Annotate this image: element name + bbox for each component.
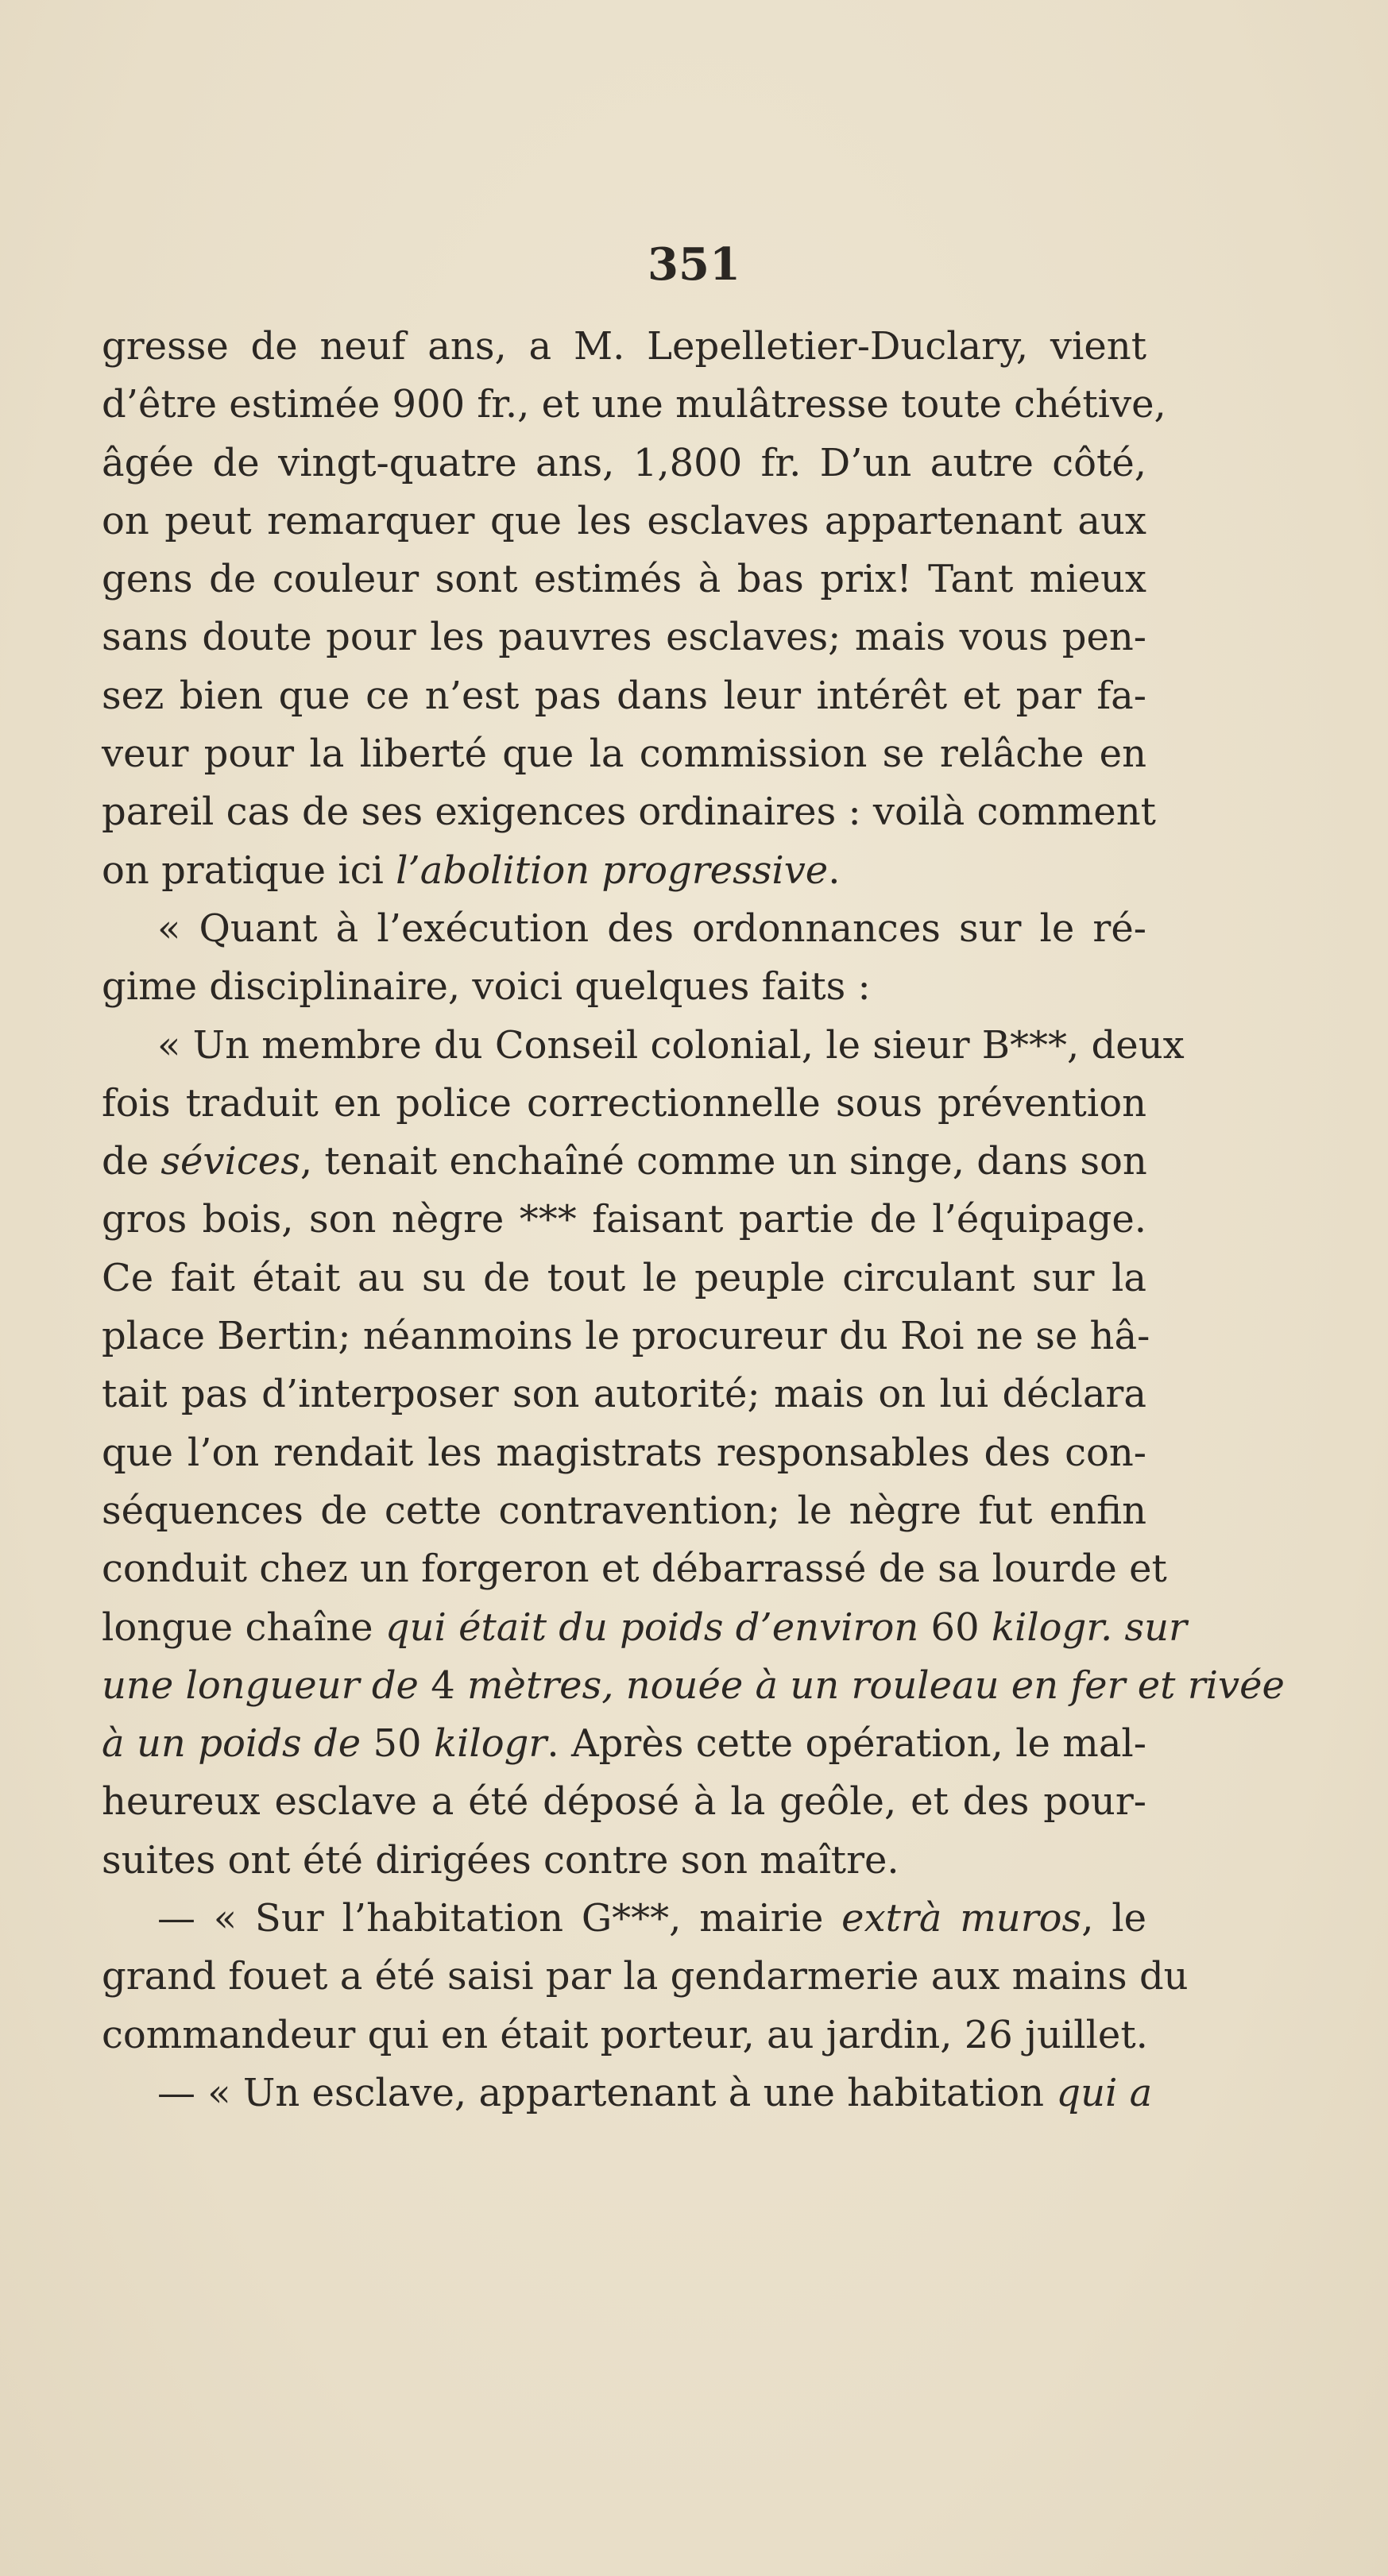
text-segment: conduit chez un forgeron et débarrassé de sa lourde et: [102, 1547, 1167, 1592]
text-segment: « Quant à l’exécution des ordonnances sur le ré-: [157, 906, 1146, 951]
text-line: [102, 725, 1146, 783]
text-segment: de: [102, 1139, 161, 1184]
text-line: [102, 2064, 1153, 2122]
italic-text: extrà muros: [841, 1896, 1082, 1941]
text-line: [102, 318, 1146, 376]
text-segment: pareil cas de ses exigences ordinaires : voilà comment: [102, 790, 1156, 835]
text-line: [102, 1832, 1146, 1890]
italic-text: à un poids de: [102, 1721, 361, 1767]
page-number: 351: [648, 238, 740, 291]
text-segment: , le: [1081, 1896, 1146, 1941]
text-line: [102, 1017, 1185, 1075]
text-segment: tait pas d’interposer son autorité; mais on lui déclara: [102, 1372, 1146, 1417]
text-line: [102, 2006, 1146, 2064]
text-line: [102, 550, 1146, 608]
text-line: [102, 958, 1146, 1016]
text-segment: veur pour la liberté que la commission se relâche en: [102, 732, 1146, 777]
text-line: [102, 900, 1146, 958]
text-segment: 60: [918, 1605, 992, 1650]
text-segment: 4: [418, 1663, 468, 1708]
text-line: [102, 1890, 1146, 1948]
text-segment: âgée de vingt-quatre ans, 1,800 fr. D’un autre côté,: [102, 440, 1146, 485]
text-segment: — « Un esclave, appartenant à une habitation: [157, 2070, 1057, 2115]
text-line: [102, 1657, 1285, 1715]
italic-text: qui était du poids d’environ: [385, 1605, 919, 1650]
text-segment: gime disciplinaire, voici quelques faits :: [102, 964, 871, 1010]
text-line: [102, 1482, 1146, 1540]
text-line: [102, 492, 1146, 550]
text-segment: « Un membre du Conseil colonial, le sieur B***, deux: [157, 1022, 1185, 1068]
text-segment: , tenait enchaîné comme un singe, dans son: [300, 1139, 1147, 1184]
italic-text: l’abolition progressive: [396, 848, 829, 893]
text-line: [102, 783, 1156, 841]
text-line: [102, 1599, 1187, 1657]
text-line: [102, 667, 1146, 725]
text-segment: que l’on rendait les magistrats responsables des con-: [102, 1430, 1146, 1475]
text-line: [102, 1715, 1146, 1773]
text-segment: heureux esclave a été déposé à la geôle, et des pour-: [102, 1779, 1146, 1825]
text-segment: place Bertin; néanmoins le procureur du Roi ne se hâ-: [102, 1314, 1150, 1359]
text-segment: suites ont été dirigées contre son maître.: [102, 1837, 899, 1883]
italic-text: sévices: [160, 1139, 300, 1184]
italic-text: mètres, nouée à un rouleau en fer et rivée: [467, 1663, 1285, 1708]
text-segment: gens de couleur sont estimés à bas prix! Tant mieux: [102, 557, 1146, 602]
text-segment: 50: [361, 1721, 434, 1767]
text-segment: séquences de cette contravention; le nègre fut enfin: [102, 1488, 1146, 1533]
text-segment: fois traduit en police correctionnelle sous prévention: [102, 1080, 1146, 1126]
text-line: [102, 842, 1146, 900]
text-line: [102, 1307, 1150, 1365]
text-segment: — « Sur l’habitation G***, mairie: [157, 1896, 842, 1941]
italic-text: kilogr. sur: [991, 1605, 1187, 1650]
text-line: [102, 1365, 1146, 1423]
text-segment: commandeur qui en était porteur, au jardin, 26 juillet.: [102, 2012, 1148, 2057]
text-segment: sans doute pour les pauvres esclaves; mais vous pen-: [102, 615, 1146, 660]
text-segment: sez bien que ce n’est pas dans leur intérêt et par fa-: [102, 673, 1146, 718]
text-segment: .: [828, 848, 841, 893]
text-line: [102, 1540, 1167, 1598]
text-segment: on peut remarquer que les esclaves appartenant aux: [102, 498, 1146, 543]
text-segment: . Après cette opération, le mal-: [547, 1721, 1147, 1767]
text-line: [102, 376, 1166, 434]
text-line: [102, 608, 1146, 666]
text-line: [102, 1075, 1146, 1133]
text-segment: gresse de neuf ans, a M. Lepelletier-Duclary, vient: [102, 324, 1146, 369]
text-segment: grand fouet a été saisi par la gendarmerie aux mains du: [102, 1954, 1189, 1999]
body-text: [102, 318, 1285, 2122]
text-segment: gros bois, son nègre *** faisant partie de l’équipage.: [102, 1197, 1146, 1242]
text-line: [102, 1191, 1146, 1249]
text-line: [102, 434, 1146, 492]
text-line: [102, 1249, 1146, 1307]
text-segment: on pratique ici: [102, 848, 396, 893]
text-line: [102, 1773, 1146, 1831]
text-segment: d’être estimée 900 fr., et une mulâtresse toute chétive,: [102, 382, 1166, 427]
text-line: [102, 1133, 1146, 1191]
text-line: [102, 1948, 1189, 2006]
italic-text: kilogr: [433, 1721, 547, 1767]
italic-text: une longueur de: [102, 1663, 419, 1708]
italic-text: qui a: [1056, 2070, 1153, 2115]
text-segment: Ce fait était au su de tout le peuple circulant sur la: [102, 1255, 1146, 1300]
text-line: [102, 1424, 1146, 1482]
text-segment: longue chaîne: [102, 1605, 385, 1650]
